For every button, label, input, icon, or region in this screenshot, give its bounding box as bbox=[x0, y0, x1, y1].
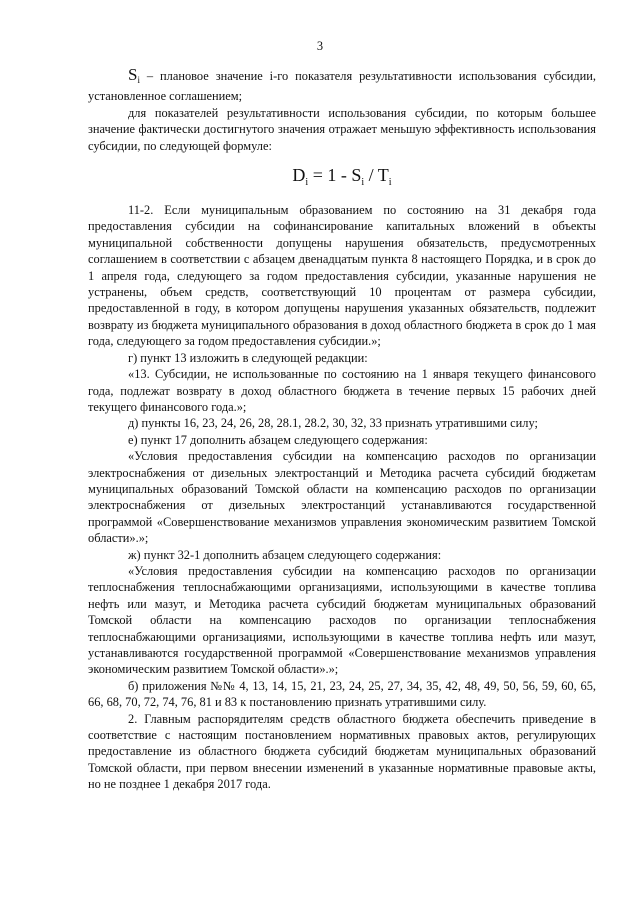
si-definition-text: – плановое значение i-го показателя результативности использования субсидии, установленное соглашением; bbox=[88, 69, 596, 104]
symbol-s-subscript: i bbox=[137, 75, 140, 85]
paragraph-zh-quote: «Условия предоставления субсидии на компенсацию расходов по организации теплоснабжения теплоснабжающими организациями, использующими в качестве топлива нефть или мазут, и Методика расчета субсидий бюджетам муниципальных образований Томской области на компенсацию расходов по организации теплоснабжения теплоснабжающими организациями, использующими в качестве топлива нефть или мазут, устанавливаются государственной программой «Совершенствование механизмов управления экономическим развитием Томской области».»; bbox=[88, 563, 596, 677]
item-d: д) пункты 16, 23, 24, 26, 28, 28.1, 28.2, 30, 32, 33 признать утратившими силу; bbox=[128, 416, 538, 431]
paragraph-13: «13. Субсидии, не использованные по состоянию на 1 января текущего финансового года, подлежат возврату в доход областного бюджета в течение первых 15 рабочих дней текущего финансового года.»; bbox=[88, 367, 596, 414]
paragraph-11-2: 11-2. Если муниципальным образованием по состоянию на 31 декабря года предоставления субсидии на софинансирование капитальных вложений в объекты муниципальной собственности допущены нарушения обязательств, предусмотренных соглашением в соответствии с абзацем двенадцатым пункта 8 настоящего Порядка, и в срок до 1 апреля года, следующего за годом предоставления субсидии, указанные нарушения не устранены, объем средств, соответствующий 10 процентам от размера субсидии, предоставленной в году, в котором допущены нарушения указанных обязательств, подлежит возврату из бюджета муниципального образования в доход областного бюджета в срок до 1 мая года, следующего за годом предоставления субсидии.»; bbox=[88, 203, 596, 349]
item-e: е) пункт 17 дополнить абзацем следующего содержания: bbox=[128, 432, 428, 447]
formula-slash: / T bbox=[364, 165, 389, 186]
item-zh: ж) пункт 32-1 дополнить абзацем следующего содержания: bbox=[128, 547, 442, 562]
page-number: 3 bbox=[316, 39, 324, 53]
formula-d: D bbox=[292, 165, 306, 186]
formula-middle: = 1 - S bbox=[308, 165, 362, 186]
paragraph-si-definition bbox=[88, 67, 596, 105]
formula-s-subscript: i bbox=[361, 177, 365, 189]
formula bbox=[88, 164, 596, 194]
document-body bbox=[88, 67, 596, 793]
formula-t-subscript: i bbox=[388, 177, 392, 189]
item-6: б) приложения №№ 4, 13, 14, 15, 21, 23, 24, 25, 27, 34, 35, 42, 48, 49, 50, 56, 59, 60, 65, 66, 68, 70, 72, 74, 76, 81 и 83 к постановлению признать утратившими силу. bbox=[88, 678, 596, 710]
item-g: г) пункт 13 изложить в следующей редакции: bbox=[128, 350, 368, 365]
formula-d-subscript: i bbox=[305, 177, 309, 189]
paragraph-e-quote: «Условия предоставления субсидии на компенсацию расходов по организации электроснабжения от дизельных электростанций и Методика расчета субсидий бюджетам муниципальных образований Томской области на компенсацию расходов по организации электроснабжения от дизельных электростанций устанавливаются государственной программой «Совершенствование механизмов управления экономическим развитием Томской области».»; bbox=[88, 449, 596, 546]
symbol-s: S bbox=[128, 65, 138, 84]
paragraph-lower-indicators: для показателей результативности использования субсидии, по которым большее значение фактически достигнутого значения отражает меньшую эффективность использования субсидии, по следующей формуле: bbox=[88, 105, 596, 153]
paragraph-2: 2. Главным распорядителям средств областного бюджета обеспечить приведение в соответствие с настоящим постановлением нормативных правовых актов, регулирующих предоставление из областного бюджета субсидий бюджетам муниципальных образований Томской области, при первом внесении изменений в указанные нормативные правовые акты, но не позднее 1 декабря 2017 года. bbox=[88, 711, 596, 792]
